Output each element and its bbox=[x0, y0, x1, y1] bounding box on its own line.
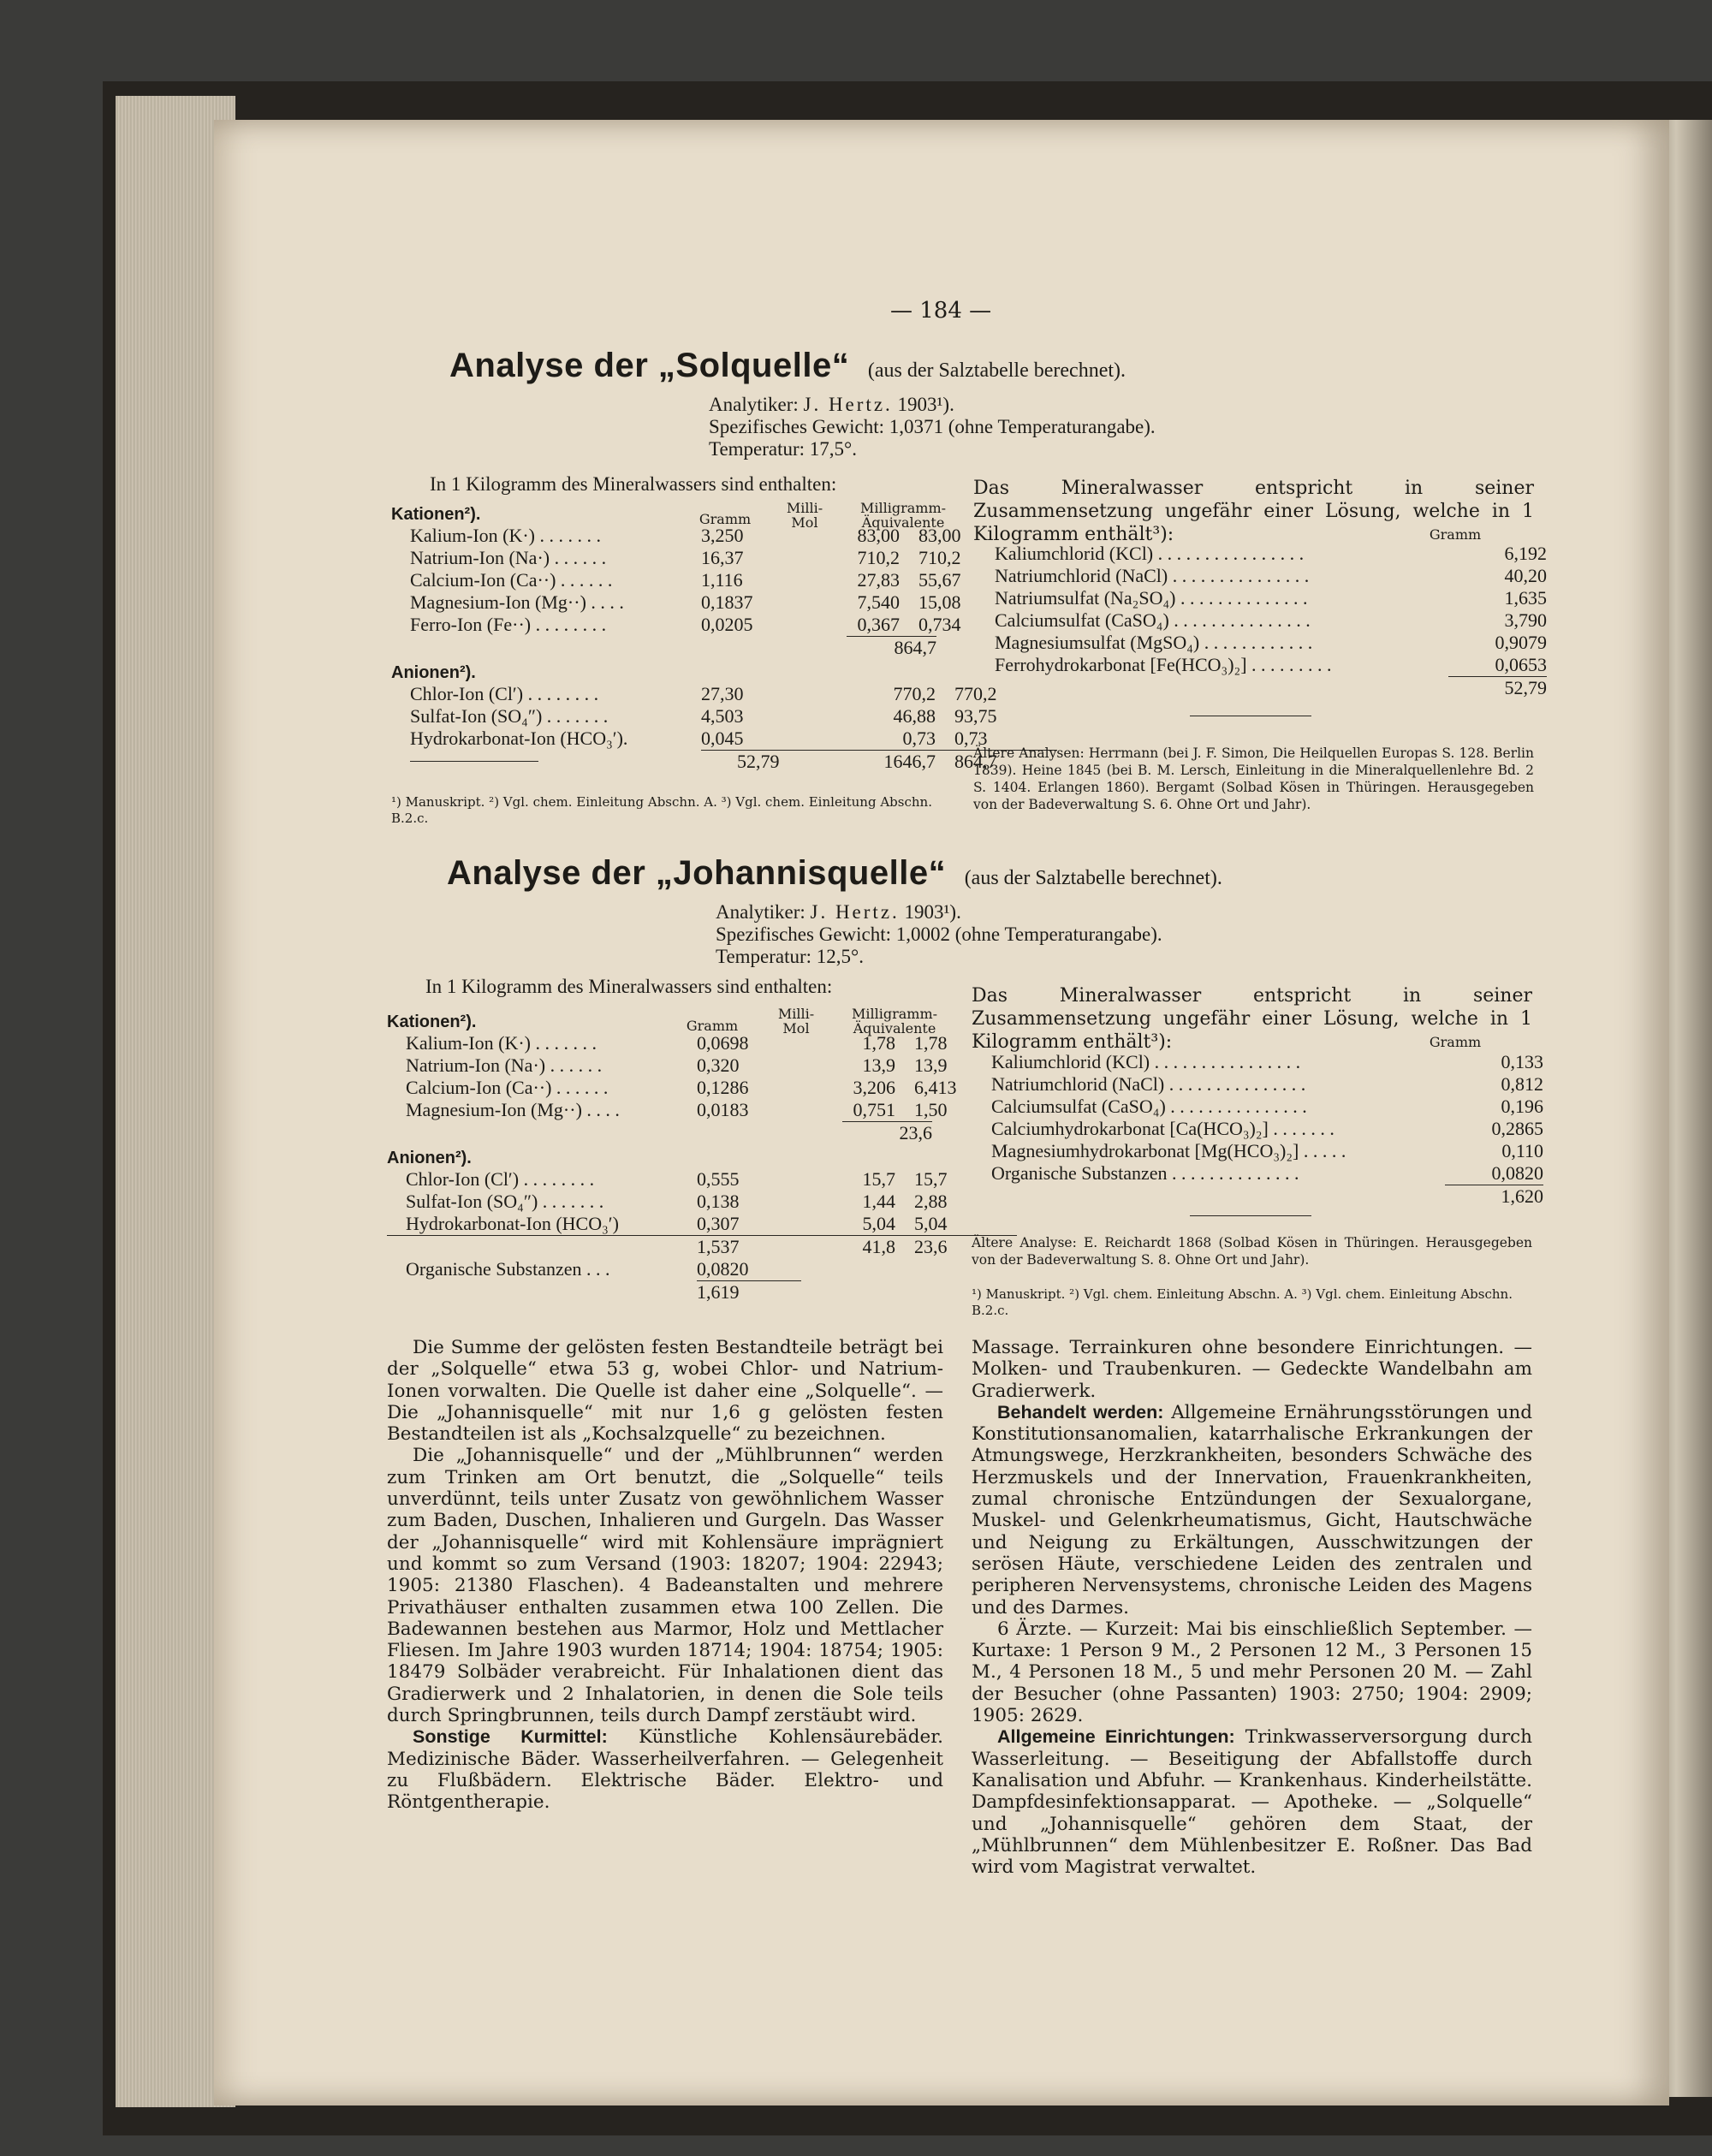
paragraph-behandelt: Behandelt werden: Allgemeine Ernährungsstörungen und Konstitutionsanomalien, katarrhalische Erkrankungen der Atmungswege, Herzkrankheiten, besonders Schwäche des Herzmuskels und der Innervation, Frauenkrankheiten, zumal chronische Entzündungen der Sexualorgane, Muskel- und Gelenkrheumatismus, Gicht, Hautschwäche und Neigung zu Erkältungen, Ausschwitzungen der serösen Häute, verschiedene Leiden des zentralen und peripheren Nervensystems, chronische Leiden des Magens und des Darmes. bbox=[972, 1401, 1532, 1618]
salt-name: Magnesiumsulfat (MgSO₄) . . . . . . . . . . . . bbox=[995, 632, 1313, 653]
ion-row bbox=[387, 1032, 1017, 1054]
organic-label: Organische Substanzen . . . bbox=[406, 1258, 610, 1280]
salt-total-row bbox=[991, 1185, 1543, 1209]
ion-row bbox=[391, 683, 1057, 705]
ion-row bbox=[391, 591, 1021, 614]
salt-gramm: 0,2865 bbox=[1491, 1118, 1543, 1139]
body-text-left bbox=[387, 1337, 943, 1814]
salt-gramm: 0,9079 bbox=[1495, 632, 1547, 653]
salt-name: Natriumchlorid (NaCl) . . . . . . . . . . . . . . . bbox=[995, 565, 1310, 586]
salt-gramm: 6,192 bbox=[1504, 543, 1547, 564]
grand-total-row bbox=[387, 1281, 1017, 1304]
meta-density: Spezifisches Gewicht: 1,0002 (ohne Temperaturangabe). bbox=[716, 924, 1162, 945]
ion-gramm: 0,555 bbox=[697, 1168, 740, 1190]
ion-aequivalente: 770,2 bbox=[954, 683, 997, 704]
salt-name: Calciumsulfat (CaSO₄) . . . . . . . . . . . . . . . bbox=[991, 1096, 1307, 1117]
total-gramm: 1,537 bbox=[697, 1236, 801, 1259]
salt-gramm: 0,196 bbox=[1501, 1096, 1543, 1117]
cations-table bbox=[391, 525, 1021, 636]
paragraph: Die Summe der gelösten festen Bestandteile beträgt bei der „Solquelle“ etwa 53 g, wobei Chlor- und Natrium-Ionen vorwalten. Die Quelle ist daher eine „Solquelle“. — Die „Johannisquelle“ mit nur 1,6 g gelösten festen Bestandteilen ist als „Kochsalzquelle“ zu bezeichnen. bbox=[387, 1337, 943, 1446]
analysis-meta bbox=[716, 901, 1162, 968]
ion-gramm: 3,250 bbox=[701, 525, 744, 546]
ion-name: Natrium-Ion (Na·) . . . . . . bbox=[406, 1054, 603, 1076]
footnotes-johannisquelle: ¹) Manuskript. ²) Vgl. chem. Einleitung Abschn. A. ³) Vgl. chem. Einleitung Abschn. B.2.c. bbox=[972, 1286, 1513, 1318]
ion-millimol: 0,367 bbox=[857, 614, 900, 635]
salt-table-intro: Das Mineralwasser entspricht in seiner Zusammensetzung ungefähr einer Lösung, welche in 1 Kilogramm enthält³): bbox=[972, 985, 1532, 1053]
paragraph: Massage. Terrainkuren ohne besondere Einrichtungen. — Molken- und Traubenkuren. — Gedeckte Wandelbahn am Gradierwerk. bbox=[972, 1337, 1532, 1402]
analysis-meta bbox=[709, 394, 1156, 460]
meta-analyst: Analytiker: J. Hertz. 1903¹). bbox=[709, 394, 954, 415]
body-text-right bbox=[972, 1337, 1532, 1878]
ion-millimol: 46,88 bbox=[893, 705, 936, 727]
ion-gramm: 0,0698 bbox=[697, 1032, 749, 1054]
ion-gramm: 0,138 bbox=[697, 1191, 740, 1212]
salts-table bbox=[991, 1051, 1543, 1208]
ion-aequivalente: 710,2 bbox=[918, 547, 961, 568]
totals-row bbox=[391, 751, 1057, 774]
ion-aequivalente: 13,9 bbox=[914, 1054, 948, 1076]
ion-name: Calcium-Ion (Ca··) . . . . . . bbox=[406, 1077, 609, 1098]
ion-row bbox=[387, 1191, 1017, 1213]
ion-aequivalente: 1,78 bbox=[914, 1032, 948, 1054]
salt-name: Natriumsulfat (Na₂SO₄) . . . . . . . . . . . . . . bbox=[995, 587, 1308, 609]
section-title-aside: (aus der Salztabelle berechnet). bbox=[964, 867, 1222, 889]
total-aequivalente: 864,7 bbox=[942, 751, 1057, 774]
salt-row bbox=[991, 1051, 1543, 1073]
salt-unit: Gramm bbox=[1429, 526, 1482, 543]
ion-millimol: 0,73 bbox=[902, 728, 936, 749]
ion-millimol: 1,44 bbox=[862, 1191, 895, 1212]
total-gramm: 52,79 bbox=[701, 751, 841, 774]
anions-label: Anionen²). bbox=[391, 663, 476, 682]
meta-temperature: Temperatur: 17,5°. bbox=[709, 438, 858, 460]
anions-label: Anionen²). bbox=[387, 1149, 472, 1167]
page-number: — 184 — bbox=[890, 298, 992, 324]
paragraph: Die „Johannisquelle“ und der „Mühlbrunnen“ werden zum Trinken am Ort benutzt, die „Solquelle“ teils unverdünnt, teils unter Zusatz von gewöhnlichem Wasser zum Baden, Duschen, Inhalieren und Gurgeln. Das Wasser der „Johannisquelle“ wird mit Kohlensäure imprägniert und kommt so zum Versand (1903: 18207; 1904: 22943; 1905: 21380 Flaschen). 4 Badeanstalten und mehrere Privathäuser enthalten zusammen etwa 100 Zellen. Die Badewannen bestehen aus Marmor, Holz und Mettlacher Fliesen. Im Jahre 1903 wurden 18714; 1904: 18754; 1905: 18479 Solbäder verabreicht. Für Inhalationen dient das Gradierwerk und 2 Inhalatorien, in denen die Sole teils durch Springbrunnen, teils durch Dampf zerstäubt wird. bbox=[387, 1445, 943, 1727]
section-title-aside: (aus der Salztabelle berechnet). bbox=[867, 359, 1126, 382]
salt-unit: Gramm bbox=[1429, 1034, 1482, 1050]
ion-millimol: 3,206 bbox=[853, 1077, 895, 1098]
ion-name: Sulfat-Ion (SO₄″) . . . . . . . bbox=[410, 705, 609, 727]
salt-row bbox=[995, 654, 1547, 677]
ion-millimol: 15,7 bbox=[862, 1168, 895, 1190]
older-analyses-solquelle: Ältere Analysen: Herrmann (bei J. F. Simon, Die Heilquellen Europas S. 128. Berlin 1839). Heine 1845 (bei B. M. Lersch, Einleitung in die Mineralquellenlehre Bd. 2 S. 1404. Erlangen 1860). Bergamt (Solbad Kösen in Thüringen. Herausgegeben von der Badeverwaltung S. 6. Ohne Ort und Jahr). bbox=[973, 745, 1534, 812]
salt-table-solquelle bbox=[995, 543, 1547, 699]
section-title-text: Analyse der „Solquelle“ bbox=[449, 347, 850, 384]
salt-name: Natriumchlorid (NaCl) . . . . . . . . . . . . . . . bbox=[991, 1073, 1306, 1095]
ion-gramm: 0,045 bbox=[701, 728, 744, 749]
salt-table-intro: Das Mineralwasser entspricht in seiner Zusammensetzung ungefähr einer Lösung, welche in 1 Kilogramm enthält³): bbox=[973, 478, 1534, 545]
ion-row bbox=[391, 728, 1057, 751]
meta-density: Spezifisches Gewicht: 1,0371 (ohne Temperaturangabe). bbox=[709, 416, 1156, 437]
meta-analyst: Analytiker: J. Hertz. 1903¹). bbox=[716, 901, 961, 923]
cations-sum: 23,6 bbox=[842, 1121, 932, 1144]
salt-table-johannisquelle bbox=[991, 1051, 1543, 1208]
col-header-aequivalente: Milligramm- Äquivalente bbox=[859, 500, 947, 531]
salt-gramm: 0,133 bbox=[1501, 1051, 1543, 1072]
salts-table bbox=[995, 543, 1547, 699]
ion-name: Sulfat-Ion (SO₄″) . . . . . . . bbox=[406, 1191, 604, 1212]
ion-millimol: 710,2 bbox=[857, 547, 900, 568]
ion-gramm: 4,503 bbox=[701, 705, 744, 727]
ion-aequivalente: 93,75 bbox=[954, 705, 997, 727]
salt-gramm: 40,20 bbox=[1504, 565, 1547, 586]
total-millimol: 1646,7 bbox=[841, 751, 942, 774]
salt-gramm: 0,0820 bbox=[1491, 1162, 1543, 1184]
salt-row bbox=[991, 1096, 1543, 1118]
salt-row bbox=[995, 543, 1547, 565]
salt-total: 52,79 bbox=[1448, 677, 1547, 700]
ion-name: Hydrokarbonat-Ion (HCO₃′) bbox=[406, 1213, 619, 1234]
section-title-text: Analyse der „Johannisquelle“ bbox=[447, 854, 947, 892]
ion-row bbox=[387, 1099, 1017, 1121]
salt-row bbox=[995, 632, 1547, 654]
ion-gramm: 0,307 bbox=[697, 1213, 740, 1234]
grand-total: 1,619 bbox=[697, 1281, 801, 1304]
ion-millimol: 83,00 bbox=[857, 525, 900, 546]
ion-row bbox=[387, 1213, 1017, 1236]
col-header-gramm: Gramm bbox=[698, 511, 752, 527]
ion-row bbox=[387, 1054, 1017, 1077]
salt-row bbox=[991, 1118, 1543, 1140]
ion-gramm: 16,37 bbox=[701, 547, 744, 568]
ion-name: Kalium-Ion (K·) . . . . . . . bbox=[410, 525, 602, 546]
ion-gramm: 0,1286 bbox=[697, 1077, 749, 1098]
salt-row bbox=[991, 1073, 1543, 1096]
paragraph-einrichtungen: Allgemeine Einrichtungen: Trinkwasserversorgung durch Wasserleitung. — Beseitigung der Abfallstoffe durch Kanalisation und Abfuhr. — Krankenhaus. Kinderheilstätte. Dampfdesinfektionsapparat. — Apotheke. — „Solquelle“ und „Johannisquelle“ gehören dem Staat, der „Mühlbrunnen“ dem Mühlenbesitzer E. Roßner. Das Bad wird vom Magistrat verwaltet. bbox=[972, 1726, 1532, 1879]
col-header-millimol: Milli- Mol bbox=[777, 1006, 815, 1036]
salt-gramm: 0,812 bbox=[1501, 1073, 1543, 1095]
salt-gramm: 1,635 bbox=[1504, 587, 1547, 609]
ion-name: Chlor-Ion (Cl′) . . . . . . . . bbox=[406, 1168, 595, 1190]
anions-table bbox=[387, 1168, 1017, 1304]
ion-name: Hydrokarbonat-Ion (HCO₃′). bbox=[410, 728, 628, 750]
salt-name: Organische Substanzen . . . . . . . . . . . . . . bbox=[991, 1162, 1299, 1185]
ion-table-solquelle bbox=[391, 505, 1057, 773]
ion-table-johannisquelle bbox=[387, 1013, 1017, 1304]
ion-name: Natrium-Ion (Na·) . . . . . . bbox=[410, 547, 607, 568]
ion-gramm: 1,116 bbox=[701, 569, 743, 591]
ion-name: Magnesium-Ion (Mg··) . . . . bbox=[410, 591, 624, 613]
total-aequivalente: 23,6 bbox=[902, 1236, 1017, 1259]
salt-gramm: 0,110 bbox=[1501, 1140, 1543, 1161]
ion-aequivalente: 55,67 bbox=[918, 569, 961, 591]
salt-row bbox=[995, 609, 1547, 632]
salt-row bbox=[991, 1162, 1543, 1185]
organic-row bbox=[387, 1258, 1017, 1281]
ion-row bbox=[391, 614, 1021, 636]
ion-gramm: 0,0183 bbox=[697, 1099, 749, 1120]
salt-name: Kaliumchlorid (KCl) . . . . . . . . . . . . . . . . bbox=[991, 1051, 1301, 1072]
salt-row bbox=[991, 1140, 1543, 1162]
cations-table bbox=[387, 1032, 1017, 1121]
ion-row bbox=[391, 705, 1057, 728]
ion-gramm: 0,320 bbox=[697, 1054, 740, 1076]
ion-aequivalente: 1,50 bbox=[914, 1099, 948, 1120]
salt-name: Ferrohydrokarbonat [Fe(HCO₃)₂] . . . . . . . . . bbox=[995, 654, 1332, 676]
col-header-millimol: Milli- Mol bbox=[786, 500, 823, 531]
salt-gramm: 0,0653 bbox=[1495, 654, 1547, 675]
ion-millimol: 5,04 bbox=[862, 1213, 895, 1234]
salt-total-row bbox=[995, 677, 1547, 700]
total-millimol: 41,8 bbox=[801, 1236, 902, 1259]
salt-name: Calciumsulfat (CaSO₄) . . . . . . . . . . . . . . . bbox=[995, 609, 1311, 631]
ion-name: Calcium-Ion (Ca··) . . . . . . bbox=[410, 569, 613, 591]
divider bbox=[1190, 1215, 1311, 1216]
ion-name: Kalium-Ion (K·) . . . . . . . bbox=[406, 1032, 597, 1054]
section-title-johannisquelle bbox=[447, 854, 1222, 893]
salt-name: Kaliumchlorid (KCl) . . . . . . . . . . . . . . . . bbox=[995, 543, 1305, 564]
footnotes-solquelle: ¹) Manuskript. ²) Vgl. chem. Einleitung Abschn. A. ³) Vgl. chem. Einleitung Abschn. B.2.c. bbox=[391, 794, 932, 826]
ion-millimol: 0,751 bbox=[853, 1099, 895, 1120]
ion-row bbox=[391, 569, 1021, 591]
ion-row bbox=[387, 1077, 1017, 1099]
ion-aequivalente: 15,08 bbox=[918, 591, 961, 613]
cations-label: Kationen²). bbox=[387, 1013, 477, 1031]
ion-table-intro: In 1 Kilogramm des Mineralwassers sind enthalten: bbox=[430, 473, 837, 495]
salt-name: Magnesiumhydrokarbonat [Mg(HCO₃)₂] . . . . . bbox=[991, 1140, 1346, 1161]
meta-temperature: Temperatur: 12,5°. bbox=[716, 946, 865, 967]
ion-aequivalente: 6,413 bbox=[914, 1077, 957, 1098]
salt-name: Calciumhydrokarbonat [Ca(HCO₃)₂] . . . . . . . bbox=[991, 1118, 1335, 1139]
ion-millimol: 770,2 bbox=[893, 683, 936, 704]
cations-label: Kationen²). bbox=[391, 505, 481, 524]
ion-name: Ferro-Ion (Fe··) . . . . . . . . bbox=[410, 614, 607, 635]
paragraph-kurmittel: Sonstige Kurmittel: Künstliche Kohlensäurebäder. Medizinische Bäder. Wasserheilverfahren. — Gelegenheit zu Flußbädern. Elektrische Bäder. Elektro- und Röntgentherapie. bbox=[387, 1726, 943, 1814]
ion-millimol: 1,78 bbox=[862, 1032, 895, 1054]
older-analyses-johannisquelle: Ältere Analyse: E. Reichardt 1868 (Solbad Kösen in Thüringen. Herausgegeben von der Badeverwaltung S. 8. Ohne Ort und Jahr). bbox=[972, 1235, 1532, 1268]
ion-aequivalente: 2,88 bbox=[914, 1191, 948, 1212]
salt-row bbox=[995, 587, 1547, 609]
anions-table bbox=[391, 683, 1057, 773]
section-title-solquelle bbox=[449, 347, 1126, 385]
ion-table-intro: In 1 Kilogramm des Mineralwassers sind enthalten: bbox=[425, 976, 833, 997]
ion-gramm: 0,0205 bbox=[701, 614, 753, 635]
salt-gramm: 3,790 bbox=[1504, 609, 1547, 631]
ion-gramm: 0,1837 bbox=[701, 591, 753, 613]
ion-aequivalente: 15,7 bbox=[914, 1168, 948, 1190]
ion-row bbox=[391, 525, 1021, 547]
ion-gramm: 27,30 bbox=[701, 683, 744, 704]
ion-millimol: 7,540 bbox=[857, 591, 900, 613]
salt-total: 1,620 bbox=[1445, 1185, 1543, 1209]
totals-row bbox=[387, 1236, 1017, 1259]
ion-name: Magnesium-Ion (Mg··) . . . . bbox=[406, 1099, 620, 1120]
col-header-aequivalente: Milligramm- Äquivalente bbox=[851, 1006, 938, 1036]
salt-row bbox=[995, 565, 1547, 587]
ion-aequivalente: 83,00 bbox=[918, 525, 961, 546]
ion-aequivalente: 0,734 bbox=[918, 614, 961, 635]
cations-sum: 864,7 bbox=[847, 636, 936, 659]
ion-aequivalente: 0,73 bbox=[954, 728, 988, 749]
ion-name: Chlor-Ion (Cl′) . . . . . . . . bbox=[410, 683, 599, 704]
ion-millimol: 13,9 bbox=[862, 1054, 895, 1076]
paragraph-aerzte: 6 Ärzte. — Kurzeit: Mai bis einschließlich September. — Kurtaxe: 1 Person 9 M., 2 Personen 12 M., 3 Personen 15 M., 4 Personen 18 M., 5 und mehr Personen 20 M. — Zahl der Besucher (ohne Passanten) 1903: 2750; 1904: 2909; 1905: 2629. bbox=[972, 1618, 1532, 1727]
organic-gramm: 0,0820 bbox=[697, 1258, 749, 1280]
ion-aequivalente: 5,04 bbox=[914, 1213, 948, 1234]
col-header-gramm: Gramm bbox=[686, 1018, 739, 1034]
ion-row bbox=[387, 1168, 1017, 1191]
ion-row bbox=[391, 547, 1021, 569]
ion-millimol: 27,83 bbox=[857, 569, 900, 591]
